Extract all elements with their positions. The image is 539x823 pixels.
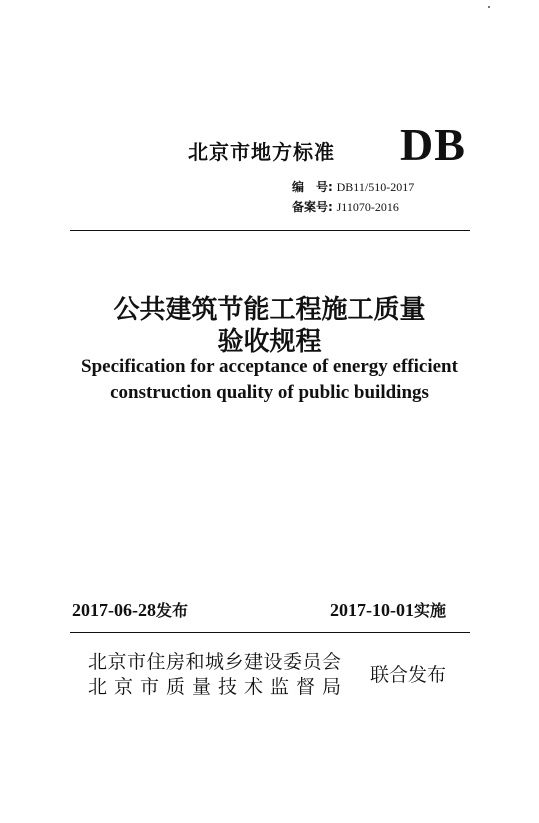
- issuer-line-1: 北京市住房和城乡建设委员会: [88, 651, 342, 673]
- english-title-line-1: Specification for acceptance of energy efficient: [81, 356, 458, 377]
- joint-issue-label: 联合发布: [370, 664, 447, 686]
- effective-date-label: 实施: [414, 601, 447, 620]
- scan-speck: [488, 6, 490, 8]
- record-number: [292, 198, 399, 215]
- record-number-label: 备案号:: [292, 200, 333, 214]
- issuer-line-2: 北京市质量技术监督局: [88, 676, 349, 698]
- issue-date-value: 2017-06-28: [72, 600, 156, 620]
- record-number-value: J11070-2016: [336, 200, 399, 214]
- effective-date-value: 2017-10-01: [330, 600, 414, 620]
- chinese-title-line-2: 验收规程: [217, 327, 322, 357]
- issue-date: [72, 598, 188, 621]
- standard-name: 北京市地方标准: [188, 140, 335, 164]
- standard-number-value: DB11/510-2017: [336, 180, 415, 194]
- db-mark: DB: [400, 119, 466, 170]
- top-divider: [70, 230, 470, 231]
- standard-number-label: 编 号:: [292, 180, 333, 194]
- english-title-line-2: construction quality of public buildings: [110, 382, 429, 403]
- bottom-divider: [70, 632, 470, 633]
- effective-date: [330, 598, 446, 621]
- issue-date-label: 发布: [156, 601, 189, 620]
- chinese-title-line-1: 公共建筑节能工程施工质量: [113, 295, 426, 325]
- standard-number: [292, 178, 414, 195]
